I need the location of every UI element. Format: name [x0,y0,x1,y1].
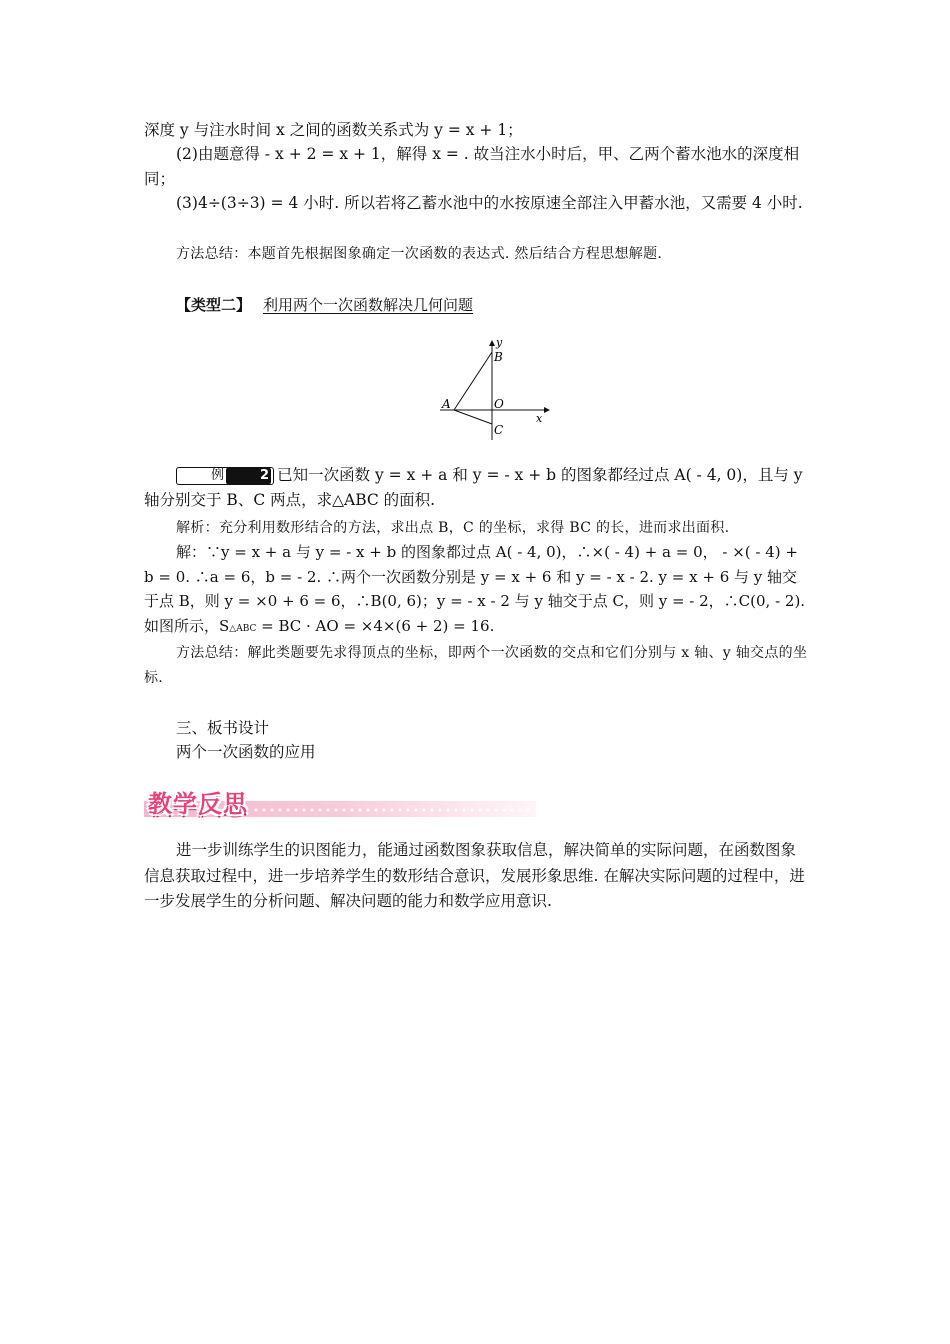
triangle-figure [436,332,552,442]
segment-ac [454,410,492,424]
method-summary-1: 方法总结：本题首先根据图象确定一次函数的表达式. 然后结合方程思想解题. [176,246,663,262]
example-analysis: 解析：充分利用数形结合的方法，求出点 B，C 的坐标，求得 BC 的长，进而求出面积. [176,520,730,536]
reflection-text: 进一步训练学生的识图能力，能通过函数图象获取信息，解决简单的实际问题，在函数图象信息获取过程中，进一步培养学生的数形结合意识，发展形象思维. 在解决实际问题的过程中，进一步发展学生的分析问题、解决问题的能力和数学应用意识. [144,841,805,910]
method-summary-2: 方法总结：解此类题要先求得顶点的坐标，即两个一次函数的交点和它们分别与 x 轴、y 轴交点的坐标. [144,645,808,686]
line-part3: (3)4÷(3÷3) = 4 小时. 所以若将乙蓄水池中的水按原速全部注入甲蓄水池，又需要 4 小时. [176,194,803,212]
board-design-heading: 三、板书设计 [176,719,270,737]
segment-ab [454,352,492,410]
teaching-reflection-banner [144,781,536,823]
label-a: A [442,397,451,411]
teaching-reflection-title: 教学反思 [148,790,248,818]
type2-label: 【类型二】 [176,296,252,314]
example-text: 已知一次函数 y = x + a 和 y = - x + b 的图象都经过点 A( - 4, 0)，且与 y 轴分别交于 B、C 两点，求△ABC 的面积. [144,466,803,509]
y-axis-arrow [489,340,495,346]
label-c: C [494,423,504,437]
type2-title: 利用两个一次函数解决几何问题 [263,296,474,314]
label-o: O [494,397,504,411]
example-2 [144,463,808,512]
board-design-content: 两个一次函数的应用 [176,743,316,761]
label-y: y [496,336,503,349]
example-solution: 解：∵y = x + a 与 y = - x + b 的图象都过点 A( - 4, 0)，∴×( - 4) + a = 0， - ×( - 4) + b = 0. ∴a = 6，b = - 2. ∴两个一次函数分别是 y = x + 6 和 y = - x - 2. y = x + 6 与 y 轴交于点 B，则 y = ×0 + 6 = 6，∴B(0, 6)；y = - x - 2 与 y 轴交于点 C，则 y = - 2，∴C(0, - 2). 如图所示，S△ABC = BC · AO = ×4×(6 + 2) = 16. [144,543,806,635]
line-depth-relation: 深度 y 与注水时间 x 之间的函数关系式为 y = x + 1； [144,121,523,139]
x-axis-arrow [544,407,550,413]
label-b: B [494,350,503,364]
type2-heading [176,294,473,315]
example-badge: 例 2 [176,467,274,485]
label-x: x [536,412,543,425]
line-part2: (2)由题意得 - x + 2 = x + 1，解得 x = . 故当注水小时后，甲、乙两个蓄水池水的深度相同； [144,145,800,188]
